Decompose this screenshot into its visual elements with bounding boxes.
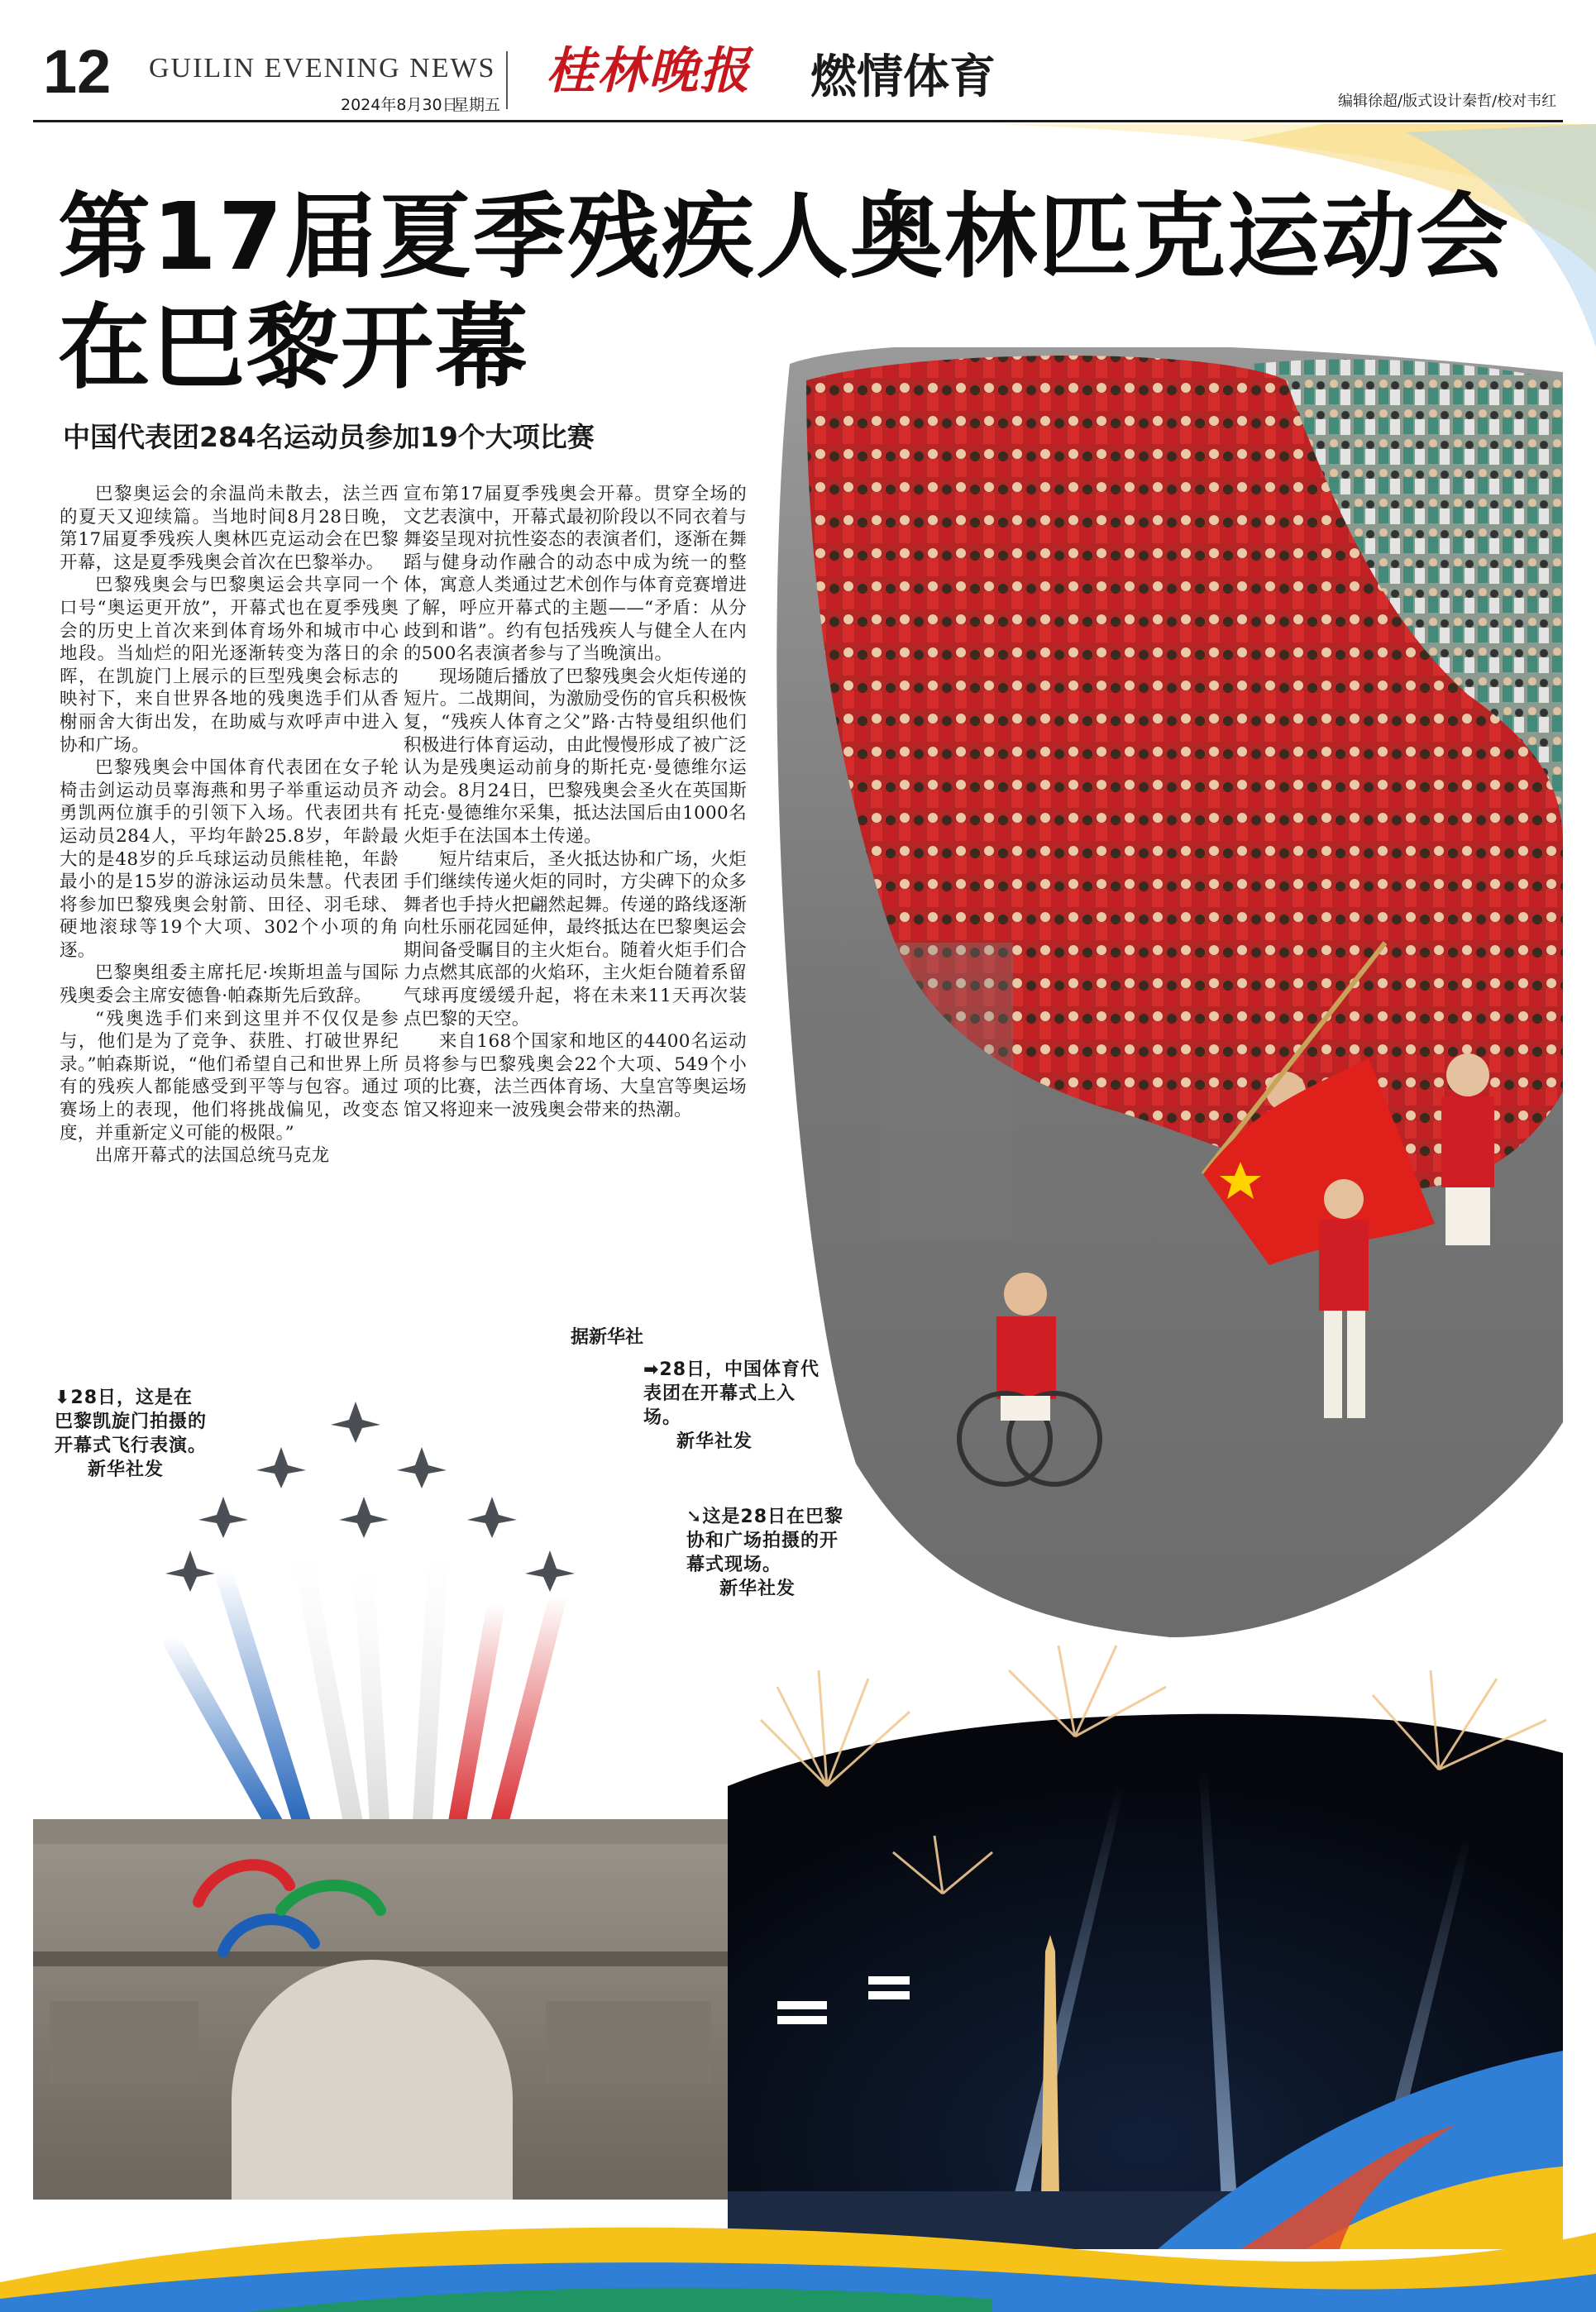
paragraph: 现场随后播放了巴黎残奥会火炬传递的短片。二战期间，为激励受伤的官兵积极恢复，“残疾人体育之父”路·古特曼组织他们积极进行体育运动，由此慢慢形成了被广泛认为是残奥运动前身的斯托克·曼德维尔运动会。8月24日，巴黎残奥会圣火在英国斯托克·曼德维尔采集，抵达法国后由1000名火炬手在法国本土传递。 <box>404 666 747 847</box>
bottom-swoosh-band <box>0 2183 1596 2312</box>
caption-text: ➡28日，中国体育代表团在开幕式上入场。 <box>643 1359 820 1428</box>
caption-text: ➘这是28日在巴黎协和广场拍摄的开幕式现场。 <box>686 1507 844 1575</box>
headline-line-1: 第17届夏季残疾人奥林匹克运动会 <box>58 184 1510 291</box>
paragraph: 巴黎奥运会的余温尚未散去，法兰西的夏天又迎续篇。当地时间8月28日晚，第17届夏季残疾人奥林匹克运动会在巴黎开幕，这是夏季残奥会首次在巴黎举办。 <box>60 484 399 573</box>
subheadline: 中国代表团284名运动员参加19个大项比赛 <box>63 421 595 453</box>
paragraph: “残奥选手们来到这里并不仅仅是参与，他们是为了竞争、获胜、打破世界纪录。”帕森斯说，“他们希望自己和世界上所有的残疾人都能感受到平等与包容。通过赛场上的表现，他们将挑战偏见，改变态度，并重新定义可能的极限。” <box>60 1008 399 1144</box>
caption-author: 新华社发 <box>676 1431 753 1452</box>
section-title: 燃情体育 <box>810 50 996 104</box>
paragraph: 巴黎残奥会中国体育代表团在女子轮椅击剑运动员辜海燕和男子举重运动员齐勇凯两位旗手的引领下入场。代表团共有运动员284人，平均年龄25.8岁，年龄最大的是48岁的乒乓球运动员熊桂艳，年龄最小的是15岁的游泳运动员朱慧。代表团将参加巴黎残奥会射箭、田径、羽毛球、硬地滚球等19个大项、302个小项的角逐。 <box>60 757 399 961</box>
arc-de-triomphe-photo <box>33 1373 777 2200</box>
page-number: 12 <box>43 37 112 106</box>
jet-formation <box>165 1402 575 1592</box>
issue-weekday: 星期五 <box>453 96 501 114</box>
parade-photo <box>757 347 1563 1637</box>
paper-name-english: GUILIN EVENING NEWS <box>149 53 496 84</box>
paragraph: 来自168个国家和地区的4400名运动员将参与巴黎残奥会22个大项、549个小项的比赛，法兰西体育场、大皇宫等奥运场馆又将迎来一波残奥会带来的热潮。 <box>404 1031 747 1121</box>
newspaper-logo: 桂林晚报 <box>546 42 751 100</box>
header-divider <box>506 51 508 109</box>
article-source: 据新华社 <box>571 1327 644 1348</box>
headline-line-2: 在巴黎开幕 <box>58 294 529 402</box>
caption-text: ⬇28日，这是在巴黎凯旋门拍摄的开幕式飞行表演。 <box>55 1388 208 1456</box>
caption-parade <box>643 1358 821 1454</box>
article-column-2 <box>404 483 747 1122</box>
paragraph: 巴黎奥组委主席托尼·埃斯坦盖与国际残奥委会主席安德鲁·帕森斯先后致辞。 <box>60 963 399 1007</box>
editor-credits: 编辑徐超/版式设计秦哲/校对韦红 <box>1338 93 1557 110</box>
caption-concorde <box>686 1505 852 1601</box>
paragraph: 短片结束后，圣火抵达协和广场，火炬手们继续传递火炬的同时，方尖碑下的众多舞者也手持火把翩然起舞。传递的路线逐渐向杜乐丽花园延伸，最终抵达在巴黎奥运会期间备受瞩目的主火炬台。随着火炬手们合力点燃其底部的火焰环，主火炬台随着系留气球再度缓缓升起，将在未来11天再次装点巴黎的天空。 <box>404 848 747 1029</box>
paragraph: 巴黎残奥会与巴黎奥运会共享同一个口号“奥运更开放”，开幕式也在夏季残奥会的历史上首次来到体育场外和城市中心地段。当灿烂的阳光逐渐转变为落日的余晖，在凯旋门上展示的巨型残奥会标志的映衬下，来自世界各地的残奥选手们从香榭丽舍大街出发，在助威与欢呼声中进入协和广场。 <box>60 575 399 756</box>
paragraph: 出席开幕式的法国总统马克龙 <box>95 1145 330 1167</box>
caption-air-show <box>55 1386 212 1482</box>
paragraph: 宣布第17届夏季残奥会开幕。贯穿全场的文艺表演中，开幕式最初阶段以不同衣着与舞姿呈现对抗性姿态的表演者们，逐渐在舞蹈与健身动作融合的动态中成为统一的整体，寓意人类通过艺术创作与体育竞赛增进了解，呼应开幕式的主题——“矛盾：从分歧到和谐”。约有包括残疾人与健全人在内的500名表演者参与了当晚演出。 <box>404 484 747 665</box>
issue-date: 2024年8月30日 <box>341 96 458 114</box>
concorde-fireworks-photo <box>728 1621 1563 2249</box>
header-rule <box>33 120 1563 122</box>
smoke-trails <box>170 1555 558 1836</box>
arc-de-triomphe <box>33 1819 761 2200</box>
article-column-1 <box>60 483 399 1168</box>
caption-author: 新华社发 <box>88 1459 165 1480</box>
caption-author: 新华社发 <box>719 1579 796 1599</box>
